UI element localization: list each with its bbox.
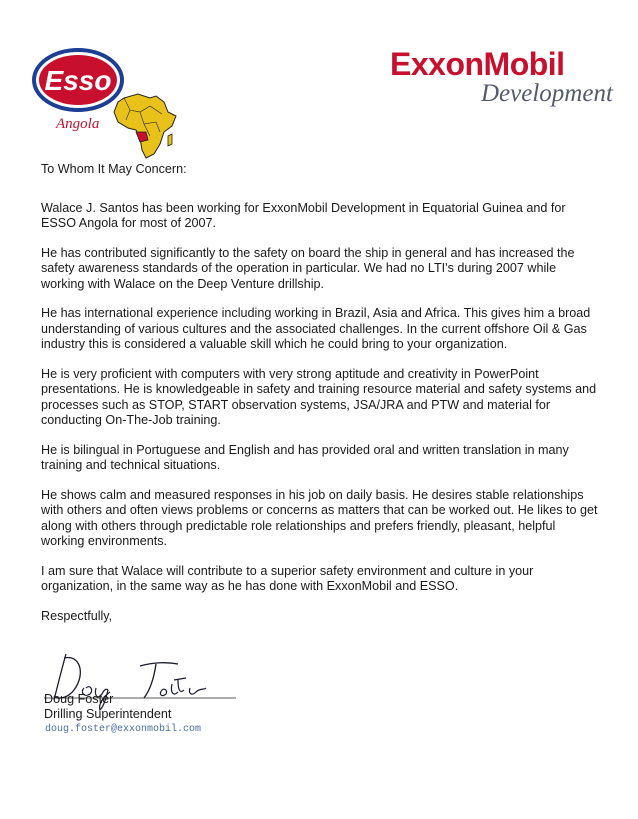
- paragraph-6: He shows calm and measured responses in his job on daily basis. He desires stable relationships with others and often views problems or concerns as matters that can be worked out. He likes to get along with others through predictable role relationships and prefers friendly, pleasant, helpful working environments.: [41, 487, 598, 548]
- paragraph-7: I am sure that Walace will contribute to a superior safety environment and culture in your organization, in the same way as he has done with ExxonMobil and ESSO.: [41, 563, 534, 593]
- signer-email: doug.foster@exxonmobil.com: [45, 724, 202, 735]
- esso-logo-text: Esso: [44, 65, 112, 96]
- paragraph-1: Walace J. Santos has been working for ExxonMobil Development in Equatorial Guinea and for ESSO Angola for most of 2007.: [41, 200, 566, 230]
- letter-body: [41, 156, 601, 638]
- exxonmobil-logo: ExxonMobil: [390, 46, 565, 82]
- salutation: To Whom It May Concern:: [41, 162, 187, 176]
- africa-map-icon: [110, 92, 182, 162]
- closing: Respectfully,: [41, 608, 113, 623]
- signer-name: Doug Foster: [44, 692, 114, 706]
- exxonmobil-division: Development: [481, 80, 613, 107]
- angola-logo-text: Angola: [56, 116, 100, 132]
- signer-title: Drilling Superintendent: [44, 707, 172, 721]
- paragraph-2: He has contributed significantly to the safety on board the ship in general and has increased the safety awareness standards of the operation in particular. We had no LTI's during 2007 while working with Walace on the Deep Venture drillship.: [41, 245, 575, 291]
- paragraph-4: He is very proficient with computers with very strong aptitude and creativity in PowerPoint presentations. He is knowledgeable in safety and training resource material and safety systems and processes such as STOP, START observation systems, JSA/JRA and PTW and material for conducting On-The-Job training.: [41, 366, 597, 427]
- paragraph-3: He has international experience including working in Brazil, Asia and Africa. This gives him a broad understanding of various cultures and the associated challenges. In the current offshore Oil & Gas industry this is considered a valuable skill which he could bring to your organization.: [41, 306, 591, 351]
- signer-block: [44, 692, 171, 722]
- paragraph-5: He is bilingual in Portuguese and English and has provided oral and written translation in many training and technical situations.: [41, 442, 569, 472]
